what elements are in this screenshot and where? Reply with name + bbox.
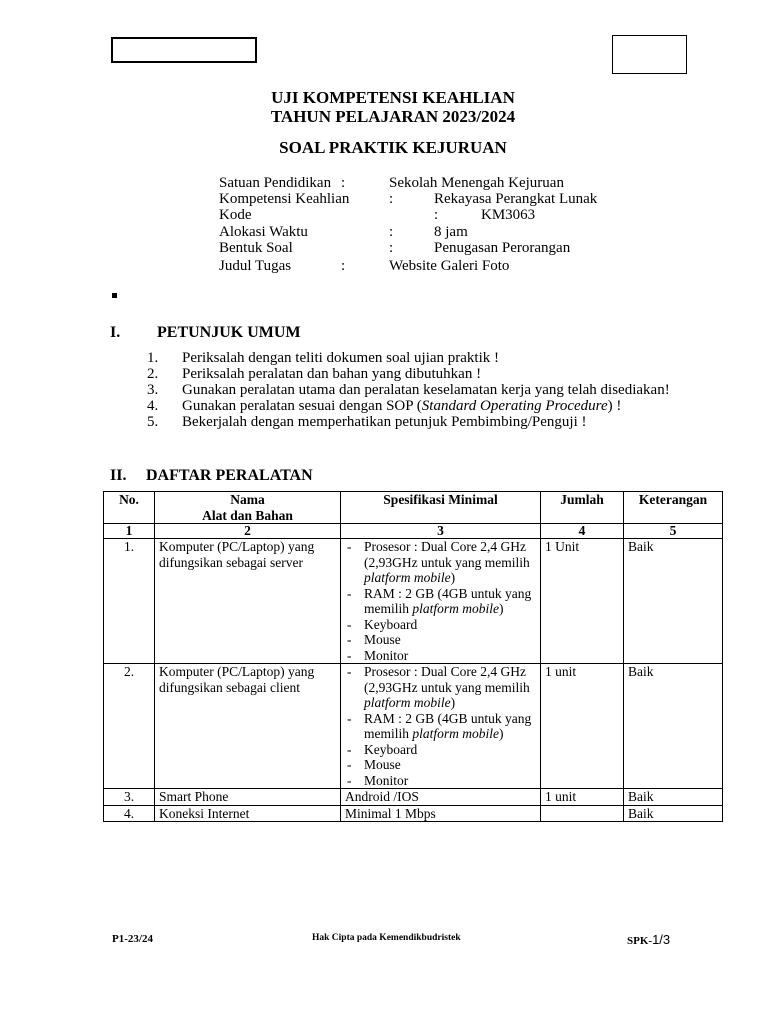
list-item (147, 366, 675, 382)
spec-item: - Mouse (345, 757, 536, 773)
footer-page (627, 932, 670, 947)
cell-spesifikasi: Minimal 1 Mbps (341, 805, 541, 822)
list-item-italic-text: Standard Operating Procedure (421, 398, 608, 414)
exam-id-box (111, 37, 257, 63)
info-label: Kompetensi Keahlian (219, 191, 350, 207)
spec-text: RAM : 2 GB (4GB untuk yang memilih (364, 710, 532, 741)
spec-item: - Keyboard (345, 617, 536, 633)
list-item (147, 350, 675, 366)
section-2-title: DAFTAR PERALATAN (146, 467, 313, 484)
list-item-text: Gunakan peralatan utama dan peralatan keselamatan kerja yang telah disediakan! (182, 382, 670, 398)
info-separator: : (389, 191, 394, 207)
spec-list (345, 539, 536, 663)
cell-spesifikasi (341, 664, 541, 789)
header-no: No. (104, 492, 155, 524)
list-item-text: Bekerjalah dengan memperhatikan petunjuk Pembimbing/Penguji ! (182, 414, 587, 430)
header-line-1: UJI KOMPETENSI KEAHLIAN (271, 88, 515, 107)
header-spesifikasi: Spesifikasi Minimal (341, 492, 541, 524)
footer-copyright: Hak Cipta pada Kemendikbudristek (312, 933, 461, 943)
index-cell: 1 (104, 524, 155, 539)
cell-jumlah: 1 unit (541, 664, 624, 789)
info-value: Website Galeri Foto (389, 258, 510, 274)
cell-nama: Koneksi Internet (155, 805, 341, 822)
list-item-text: Periksalah peralatan dan bahan yang dibutuhkan ! (182, 366, 482, 382)
spec-text-end: ) (499, 601, 504, 616)
cell-jumlah: 1 unit (541, 789, 624, 806)
equipment-table (103, 491, 723, 822)
index-cell: 5 (624, 524, 723, 539)
table-header-row (104, 492, 723, 524)
list-item-number: 5. (147, 414, 159, 430)
header-nama-line1: Nama (230, 492, 265, 507)
spec-italic: platform mobile (412, 726, 499, 741)
list-item (147, 382, 675, 398)
info-value: KM3063 (481, 207, 536, 223)
spec-item: - Mouse (345, 632, 536, 648)
info-separator: : (434, 207, 439, 223)
cell-no: 2. (104, 664, 155, 789)
cell-spesifikasi (341, 539, 541, 664)
index-cell: 4 (541, 524, 624, 539)
table-row (104, 539, 723, 664)
spec-italic: platform mobile (364, 695, 451, 710)
list-item-text: Gunakan peralatan sesuai dengan SOP ( (182, 398, 422, 414)
spec-item (345, 539, 536, 586)
header-nama-line2: Alat dan Bahan (202, 507, 293, 523)
spec-text-end: ) (450, 570, 456, 585)
cell-nama: Smart Phone (155, 789, 341, 806)
cell-keterangan: Baik (624, 789, 723, 806)
list-item (147, 414, 675, 430)
list-item-number: 4. (147, 398, 159, 414)
table-row (104, 789, 723, 806)
spec-text: Prosesor : Dual Core 2,4 GHz (2,93GHz untuk yang memilih (364, 539, 530, 570)
cell-no: 4. (104, 805, 155, 822)
header-line-2: TAHUN PELAJARAN 2023/2024 (270, 107, 516, 126)
info-label: Kode (219, 207, 252, 223)
section-2-number: II. (110, 467, 127, 484)
cell-no: 3. (104, 789, 155, 806)
header-keterangan: Keterangan (624, 492, 723, 524)
info-value: Penugasan Perorangan (434, 240, 571, 256)
spec-item (345, 711, 536, 742)
spec-item: - Keyboard (345, 742, 536, 758)
list-item-number: 2. (147, 366, 159, 382)
section-1-number: I. (110, 324, 121, 341)
cell-keterangan: Baik (624, 805, 723, 822)
info-separator: : (389, 240, 394, 256)
document-title: SOAL PRAKTIK KEJURUAN (279, 138, 507, 157)
cell-keterangan: Baik (624, 539, 723, 664)
cell-keterangan: Baik (624, 664, 723, 789)
spec-text-end: ) (499, 726, 504, 741)
cell-jumlah: 1 Unit (541, 539, 624, 664)
index-cell: 3 (341, 524, 541, 539)
spec-text-end: ) (450, 695, 456, 710)
info-value: Sekolah Menengah Kejuruan (389, 175, 564, 191)
spec-item: - Monitor (345, 773, 536, 789)
list-item-number: 1. (147, 350, 159, 366)
info-label: Satuan Pendidikan (219, 175, 332, 191)
header-nama (155, 492, 341, 524)
footer-left: P1-23/24 (112, 933, 153, 945)
cell-nama: Komputer (PC/Laptop) yang difungsikan sebagai server (155, 539, 341, 664)
cell-no: 1. (104, 539, 155, 664)
list-item-number: 3. (147, 382, 159, 398)
list-item-text: Periksalah dengan teliti dokumen soal ujian praktik ! (182, 350, 500, 366)
bullet-marker (112, 293, 117, 298)
general-instructions-list (147, 350, 675, 430)
cell-jumlah (541, 805, 624, 822)
spec-item: - Monitor (345, 648, 536, 664)
list-item-text-end: ) ! (607, 398, 622, 414)
header-jumlah: Jumlah (541, 492, 624, 524)
list-item (147, 398, 675, 414)
info-separator: : (389, 224, 394, 240)
info-label: Bentuk Soal (219, 240, 293, 256)
section-1-title: PETUNJUK UMUM (157, 324, 301, 341)
info-separator: : (341, 258, 346, 274)
spec-italic: platform mobile (412, 601, 499, 616)
spec-list (345, 664, 536, 788)
code-box (612, 35, 687, 74)
info-separator: : (341, 175, 346, 191)
spec-item (345, 586, 536, 617)
table-row (104, 805, 723, 822)
info-value: Rekayasa Perangkat Lunak (434, 191, 598, 207)
cell-nama: Komputer (PC/Laptop) yang difungsikan sebagai client (155, 664, 341, 789)
spec-item (345, 664, 536, 711)
table-index-row (104, 524, 723, 539)
spec-italic: platform mobile (364, 570, 451, 585)
info-label: Judul Tugas (219, 258, 292, 274)
info-value: 8 jam (434, 224, 468, 240)
spec-text: Prosesor : Dual Core 2,4 GHz (2,93GHz untuk yang memilih (364, 664, 530, 695)
info-label: Alokasi Waktu (219, 224, 308, 240)
footer-page-number: 1/3 (652, 932, 671, 947)
cell-spesifikasi: Android /IOS (341, 789, 541, 806)
table-row (104, 664, 723, 789)
spec-text: RAM : 2 GB (4GB untuk yang memilih (364, 585, 532, 616)
footer-page-prefix: SPK- (627, 935, 653, 947)
index-cell: 2 (155, 524, 341, 539)
